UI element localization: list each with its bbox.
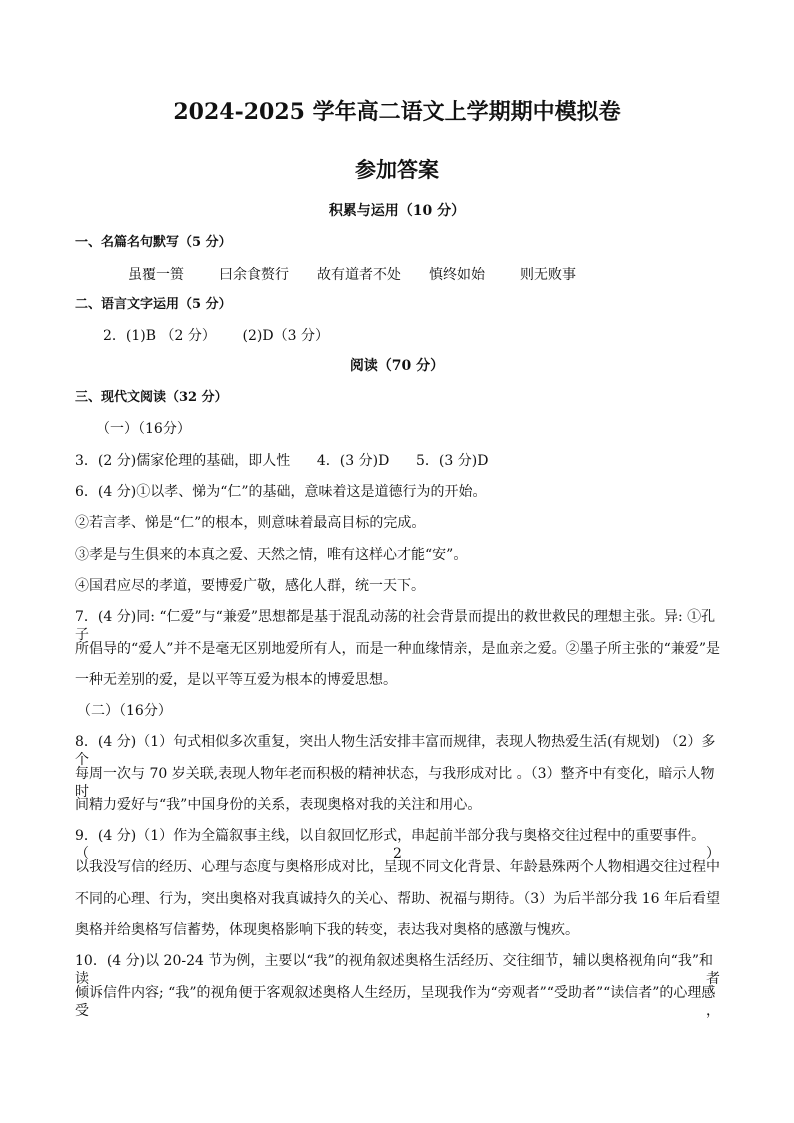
answer-line: 8．(4 分)（1）句式相似多次重复，突出人物生活安排丰富而规律，表现人物热爱生活(有规划) （2）多个 [75, 734, 716, 768]
question1-heading: 一、名篇名句默写（5 分） [75, 235, 232, 250]
answer-line: 10．(4 分)以 20-24 节为例，主要以“我”的视角叙述奥格生活经历、交往细节，辅以奥格视角向“我”和读者 [75, 953, 720, 987]
answer-line: 9．(4 分)（1）作为全篇叙事主线，以自叙回忆形式，串起前半部分我与奥格交往过程中的重要事件。（2） [75, 828, 720, 862]
answer-line: 一种无差别的爱，是以平等互爱为根本的博爱思想。 [75, 672, 397, 688]
answer-line: 所倡导的“爱人”并不是毫无区别地爱所有人，而是一种血缘情亲，是血亲之爱。②墨子所主张的“兼爱”是 [75, 641, 720, 657]
section-heading-reading: 阅读（70 分） [349, 358, 445, 374]
answer-line: 7．(4 分)同: “仁爱”与“兼爱”思想都是基于混乱动荡的社会背景而提出的救世救民的理想主张。异: ①孔子 [75, 609, 716, 643]
answer-line: 以我没写信的经历、心理与态度与奥格形成对比，呈现不同文化背景、年龄悬殊两个人物相遇交往过程中 [75, 859, 720, 875]
subsection1-heading: （一）（16分） [96, 421, 191, 437]
section-heading-accumulation: 积累与运用（10 分） [328, 203, 466, 219]
page-title: 2024-2025 学年高二语文上学期期中模拟卷 [173, 99, 621, 125]
question2-answer: 2．(1)B （2 分） (2)D（3 分） [103, 328, 329, 344]
answer-line: ②若言孝、悌是“仁”的根本，则意味着最高目标的完成。 [75, 515, 426, 531]
subsection2-heading: （二）（16分） [77, 703, 172, 719]
answer-blank: 虽覆一篑 [128, 267, 184, 283]
answer-line: 奥格并给奥格写信蓄势，体现奥格影响下我的转变，表达我对奥格的感激与愧疚。 [75, 922, 579, 938]
answer-line: ③孝是与生俱来的本真之爱、天然之情，唯有这样心才能“安”。 [75, 547, 468, 563]
answer-line: 间精力爱好与“我”中国身份的关系，表现奥格对我的关注和用心。 [75, 797, 482, 813]
answer-line: 6．(4 分)①以孝、悌为“仁”的基础，意味着这是道德行为的开始。 [75, 484, 487, 500]
answer-line: 每周一次与 70 岁关联,表现人物年老而积极的精神状态，与我形成对比 。（3）整齐中有变化，暗示人物时 [75, 766, 715, 800]
answer-blank: 故有道者不处 [317, 267, 401, 283]
answer-line: ④国君应尽的孝道，要博爱广敬，感化人群，统一天下。 [75, 578, 425, 594]
page-subtitle: 参加答案 [355, 157, 439, 182]
answer-blank: 则无败事 [520, 267, 576, 283]
answer-line: 不同的心理、行为，突出奥格对我真诚持久的关心、帮助、祝福与期待。（3）为后半部分我 16 年后看望 [75, 891, 720, 907]
section3-heading: 三、现代文阅读（32 分） [75, 390, 228, 405]
answer-blank: 慎终如始 [429, 267, 485, 283]
answer-blank: 曰余食赘行 [219, 267, 289, 283]
question2-heading: 二、语言文字运用（5 分） [75, 297, 232, 312]
answer-line: 3．(2 分)儒家伦理的基础，即人性 4．(3 分)D 5．(3 分)D [75, 453, 489, 469]
answer-line: 倾诉信件内容; “我”的视角便于客观叙述奥格人生经历，呈现我作为“旁观者”“受助者”“读信者”的心理感受， [75, 985, 720, 1019]
